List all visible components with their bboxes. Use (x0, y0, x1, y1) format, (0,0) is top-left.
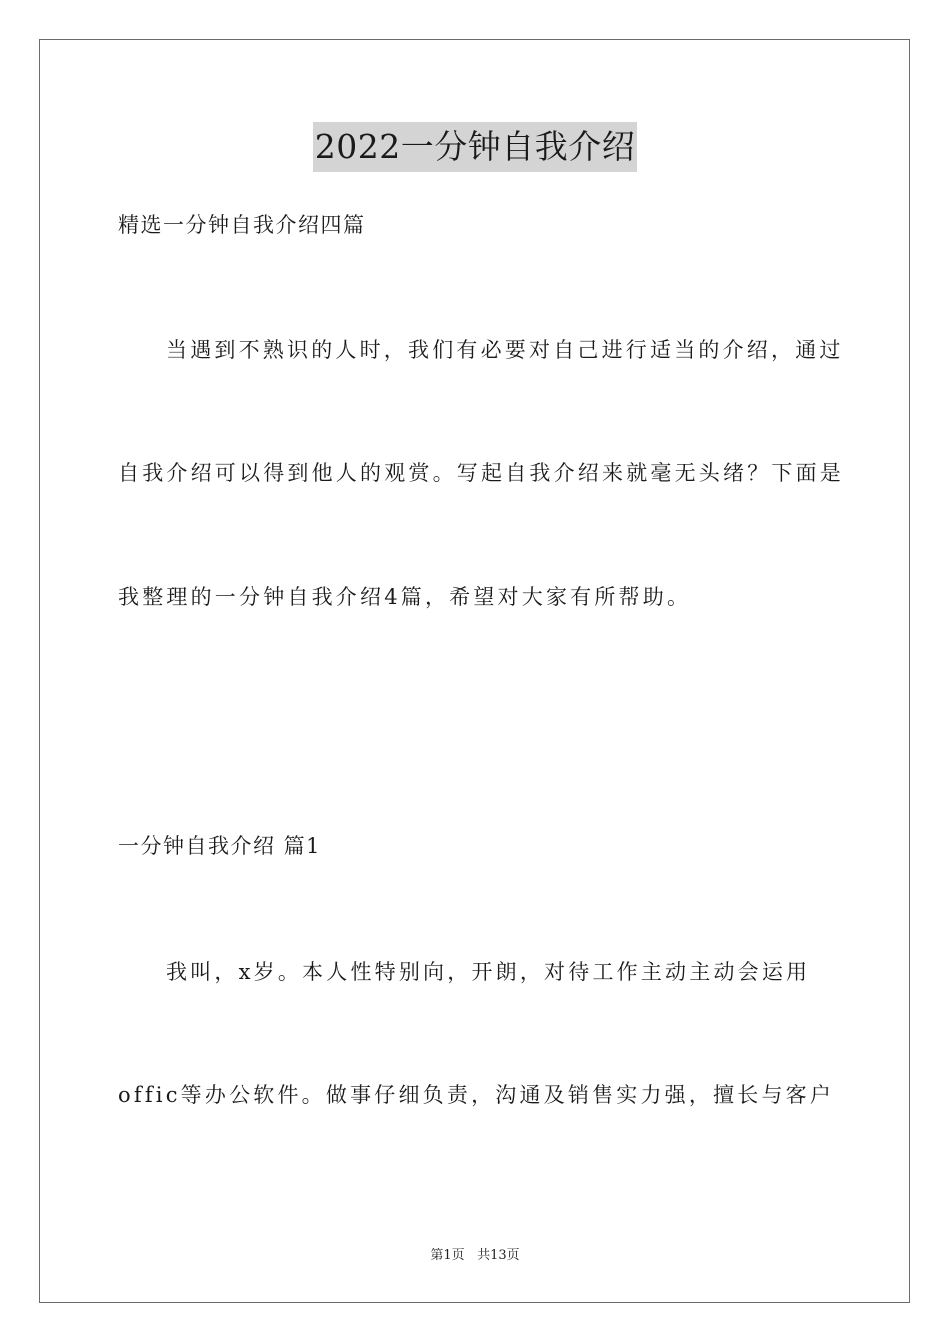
document-title: 2022一分钟自我介绍 (313, 122, 637, 172)
total-pages: 共13页 (477, 1248, 520, 1263)
section-paragraph-line-1: 我叫，x岁。本人性特别向，开朗，对待工作主动主动会运用 (166, 960, 811, 984)
section-heading: 一分钟自我介绍 篇1 (118, 834, 322, 858)
title-container (0, 122, 950, 172)
document-subtitle: 精选一分钟自我介绍四篇 (118, 213, 366, 237)
intro-paragraph-line-3: 我整理的一分钟自我介绍4篇，希望对大家有所帮助。 (118, 585, 692, 609)
page-number: 第1页 (430, 1248, 465, 1263)
section-paragraph-line-2: offic等办公软件。做事仔细负责，沟通及销售实力强，擅长与客户 (118, 1083, 835, 1107)
intro-paragraph-line-2: 自我介绍可以得到他人的观赏。写起自我介绍来就毫无头绪？下面是 (118, 461, 844, 485)
intro-paragraph-line-1: 当遇到不熟识的人时，我们有必要对自己进行适当的介绍，通过 (166, 338, 844, 362)
page-footer (0, 1246, 950, 1266)
